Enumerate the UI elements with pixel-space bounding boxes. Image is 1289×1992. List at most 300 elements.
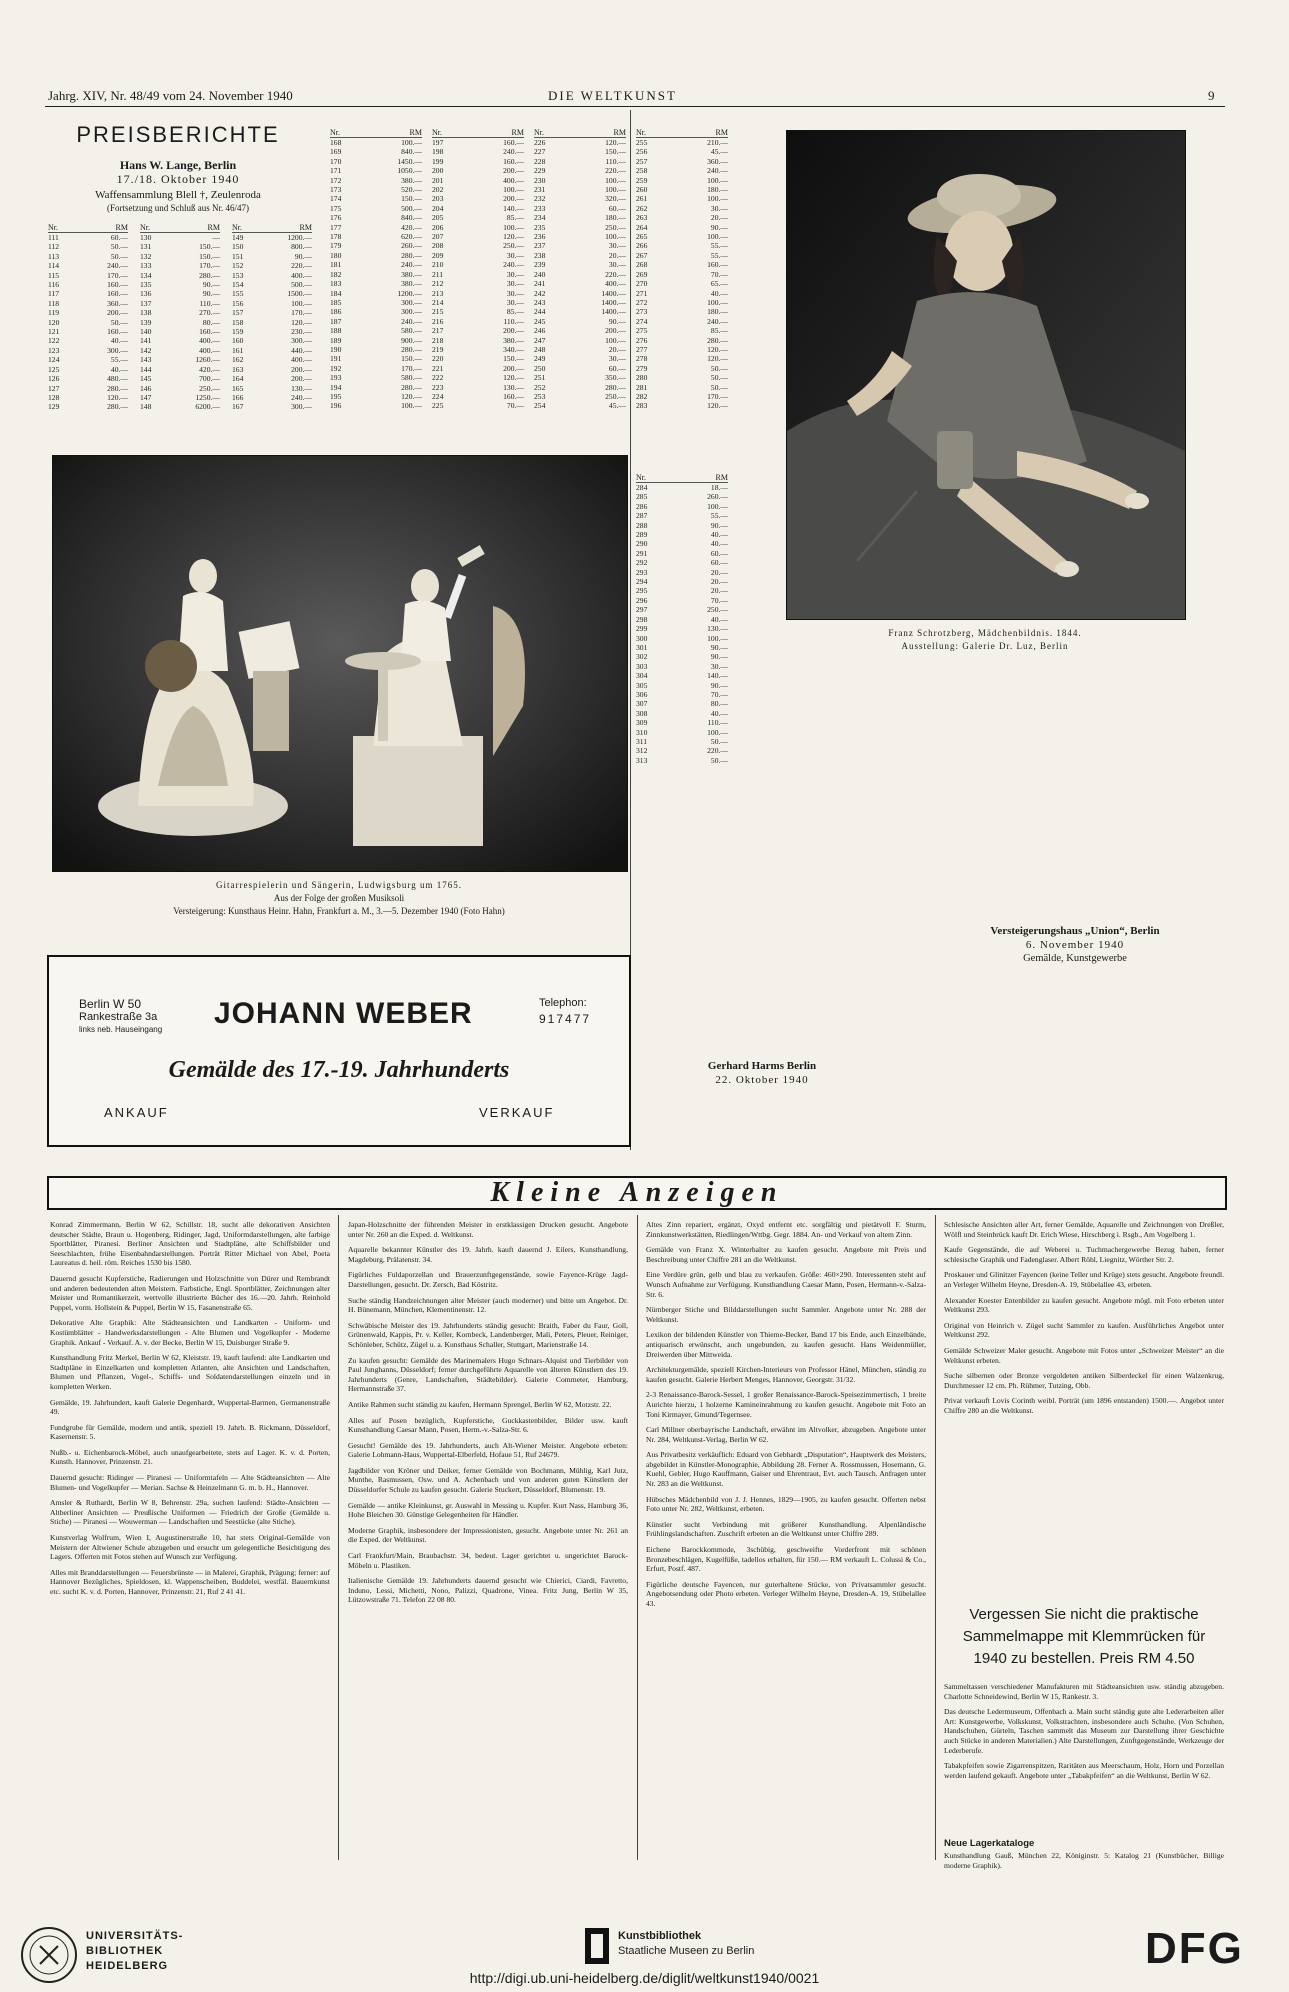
lot-number: 127 [48, 383, 60, 393]
kunstbibliothek-icon [585, 1928, 609, 1964]
table-row [636, 483, 728, 492]
header-rule [45, 106, 1225, 107]
lot-price: 170.— [707, 391, 728, 401]
lot-price: 20.— [710, 567, 728, 577]
lot-price: 85.— [710, 326, 728, 336]
lot-price: 65.— [710, 279, 728, 289]
lot-price: 220.— [707, 746, 728, 756]
lot-number: 303 [636, 661, 648, 671]
table-row [432, 241, 524, 250]
table-row [534, 157, 626, 166]
table-row [330, 176, 422, 185]
lot-price: 200.— [503, 326, 524, 336]
table-row [432, 298, 524, 307]
lot-number: 118 [48, 298, 60, 308]
lot-number: 136 [140, 289, 152, 299]
lot-price: 1050.— [397, 166, 422, 176]
lot-price: 30.— [710, 661, 728, 671]
lager-title: Neue Lagerkataloge [944, 1838, 1035, 1849]
lot-number: 184 [330, 288, 342, 298]
lot-number: 296 [636, 595, 648, 605]
lot-price: 840.— [401, 213, 422, 223]
lot-price: 100.— [291, 298, 312, 308]
table-row [48, 384, 128, 393]
library-name-2: BIBLIOTHEK [86, 1945, 164, 1957]
lot-price: 160.— [107, 280, 128, 290]
lot-price: 90.— [608, 316, 626, 326]
lot-number: 113 [48, 251, 60, 261]
table-row [140, 384, 220, 393]
nr-header: Nr. [636, 473, 646, 482]
table-row [432, 364, 524, 373]
lot-number: 268 [636, 260, 648, 270]
lot-number: 256 [636, 147, 648, 157]
lot-price: 85.— [506, 213, 524, 223]
table-row [432, 326, 524, 335]
lot-price: 55.— [110, 355, 128, 365]
table-row [48, 365, 128, 374]
nr-header: Nr. [140, 223, 150, 232]
table-row [48, 355, 128, 364]
price-table-f [534, 128, 626, 411]
lot-number: 245 [534, 316, 546, 326]
table-row [534, 373, 626, 382]
table-row [534, 166, 626, 175]
lot-price: 30.— [506, 250, 524, 260]
lot-number: 273 [636, 307, 648, 317]
lot-number: 126 [48, 374, 60, 384]
table-row [432, 185, 524, 194]
table-row [534, 147, 626, 156]
lot-number: 199 [432, 156, 444, 166]
lot-price: 100.— [707, 194, 728, 204]
lot-price: 30.— [710, 203, 728, 213]
classified-ad: Moderne Graphik, insbesondere der Impressionisten, gesucht. Angebote unter Nr. 261 an die Exped. der Weltkunst. [348, 1525, 628, 1545]
table-row [330, 401, 422, 410]
classified-ad: Dekorative Alte Graphik: Alte Städteansichten und Landkarten - Uniform- und Kostümblätter - Handwerksdarstellungen - Alte Blumen und Vogelkupfer - Moderne Graphik. Ankauf - Verkauf. A. v. der Becke, Berlin W 15, Duisburger Straße 9. [50, 1318, 330, 1347]
classified-ad: Kunsthandlung Fritz Merkel, Berlin W 62, Kleiststr. 19, kauft laufend: alte Landkarten und Stadtpläne in Einzelkarten und kompletten Atlanten, alte Ansichten und Landschaften, Blumen und Pflanzen, Vogel-, Schiffs- und Soldatendarstellungen einzeln und in kompletten Werken. [50, 1353, 330, 1391]
lot-price: 1250.— [195, 392, 220, 402]
lot-number: 148 [140, 402, 152, 412]
table-row [636, 307, 728, 316]
classified-ad: Suche ständig Handzeichnungen alter Meister (auch moderner) und bitte um Angebot. Dr. H. Bünemann, München, Klementinenstr. 12. [348, 1295, 628, 1315]
lot-number: 132 [140, 251, 152, 261]
table-header [232, 223, 312, 233]
lot-price: 380.— [401, 175, 422, 185]
table-row [636, 615, 728, 624]
table-row [636, 157, 728, 166]
table-row [330, 260, 422, 269]
sammelmappe-promo: Vergessen Sie nicht die praktische Sammelmappe mit Klemmrücken für 1940 zu bestellen. Preis RM 4.50 [962, 1606, 1206, 1667]
table-row [232, 233, 312, 242]
lot-number: 189 [330, 335, 342, 345]
table-row [330, 317, 422, 326]
lot-price: 150.— [199, 251, 220, 261]
lot-price: 100.— [503, 222, 524, 232]
lot-number: 114 [48, 261, 60, 271]
table-row [330, 166, 422, 175]
nr-header: Nr. [232, 223, 242, 232]
lot-number: 119 [48, 308, 60, 318]
table-row [330, 232, 422, 241]
lot-price: 210.— [707, 138, 728, 147]
table-row [636, 213, 728, 222]
lot-price: 100.— [707, 297, 728, 307]
lot-number: 283 [636, 401, 648, 411]
lot-number: 201 [432, 175, 444, 185]
table-row [636, 746, 728, 755]
lot-price: 60.— [710, 548, 728, 558]
lot-number: 128 [48, 392, 60, 402]
table-row [432, 138, 524, 147]
table-row [636, 270, 728, 279]
lot-price: 170.— [401, 363, 422, 373]
table-row [636, 383, 728, 392]
table-row [232, 384, 312, 393]
table-row [636, 596, 728, 605]
auction1-collection: Waffensammlung Blell †, Zeulenroda [95, 189, 261, 201]
lot-number: 263 [636, 213, 648, 223]
table-row [636, 549, 728, 558]
table-row [232, 327, 312, 336]
table-row [330, 279, 422, 288]
lot-number: 292 [636, 558, 648, 568]
classified-ad: Eine Verdüre grün, gelb und blau zu verkaufen. Größe: 460×290. Interessenten steht auf Wunsch Aufnahme zur Verfügung. Kunsthandlung Caesar Mann, Posen, Hermann-v.-Salza-Str. 6. [646, 1270, 926, 1299]
page-number: 9 [1208, 88, 1215, 103]
table-row [140, 393, 220, 402]
lot-number: 219 [432, 344, 444, 354]
porcelain-figures-illustration [53, 456, 627, 871]
lot-price: 120.— [401, 391, 422, 401]
lot-number: 239 [534, 260, 546, 270]
lot-number: 179 [330, 241, 342, 251]
lot-number: 208 [432, 241, 444, 251]
classified-column-1 [50, 1220, 330, 1603]
table-row [48, 280, 128, 289]
table-row [330, 147, 422, 156]
lot-price: 300.— [401, 307, 422, 317]
lot-number: 265 [636, 232, 648, 242]
lot-number: 112 [48, 242, 60, 252]
lot-number: 312 [636, 746, 648, 756]
lot-number: 262 [636, 203, 648, 213]
table-row [232, 280, 312, 289]
porcelain-caption-auction: Versteigerung: Kunsthaus Heinr. Hahn, Frankfurt a. M., 3.—5. Dezember 1940 (Foto Hahn) [173, 906, 505, 916]
auction1-date: 17./18. Oktober 1940 [116, 172, 240, 186]
lot-number: 177 [330, 222, 342, 232]
table-row [330, 392, 422, 401]
lot-price: 160.— [199, 327, 220, 337]
table-row [232, 318, 312, 327]
lot-price: 45.— [710, 147, 728, 157]
lot-price: 130.— [707, 624, 728, 634]
lot-number: 204 [432, 203, 444, 213]
classified-ad: Italienische Gemälde 19. Jahrhunderts dauernd gesucht wie Chierici, Ciardi, Favretto, Induno, Lessi, Michetti, Nono, Palizzi, Quadrone, Vinea. Fritz Jung, Berlin W 35, Lützowstraße 71. Telefon 22 08 80. [348, 1576, 628, 1605]
table-row [636, 624, 728, 633]
lot-price: 240.— [401, 260, 422, 270]
lot-number: 298 [636, 614, 648, 624]
table-row [330, 213, 422, 222]
lot-price: 1450.— [397, 156, 422, 166]
lot-price: 1260.— [195, 355, 220, 365]
table-row [140, 365, 220, 374]
table-row [330, 354, 422, 363]
classified-ad: Suche silbernen oder Bronze vergoldeten antiken Silberdeckel für einen Walzenkrug, Durchmesser 12 cm. Ph. Rühmer, Tutzing, Obb. [944, 1371, 1224, 1390]
lot-number: 121 [48, 327, 60, 337]
lot-price: 120.— [503, 232, 524, 242]
lot-number: 215 [432, 307, 444, 317]
lot-number: 156 [232, 298, 244, 308]
table-row [432, 383, 524, 392]
price-table-g [636, 128, 728, 411]
rm-header: RM [511, 128, 524, 137]
table-row [636, 530, 728, 539]
table-row [636, 756, 728, 765]
lot-price: 100.— [707, 175, 728, 185]
table-row [432, 260, 524, 269]
lot-number: 154 [232, 280, 244, 290]
johann-weber-ad [47, 955, 631, 1147]
lot-number: 146 [140, 383, 152, 393]
lot-number: 287 [636, 511, 648, 521]
table-row [636, 681, 728, 690]
lot-number: 253 [534, 391, 546, 401]
table-row [636, 147, 728, 156]
table-row [534, 289, 626, 298]
lot-number: 286 [636, 501, 648, 511]
lot-price: 80.— [202, 317, 220, 327]
lot-price: 110.— [199, 298, 220, 308]
lot-number: 153 [232, 270, 244, 280]
lot-price: 350.— [605, 373, 626, 383]
lot-number: 291 [636, 548, 648, 558]
lot-price: 400.— [291, 355, 312, 365]
lot-price: 50.— [710, 373, 728, 383]
lot-price: 30.— [506, 288, 524, 298]
lot-number: 225 [432, 401, 444, 411]
lot-number: 143 [140, 355, 152, 365]
rm-header: RM [613, 128, 626, 137]
ad-sell: VERKAUF [479, 1105, 555, 1120]
lot-price: 1400.— [601, 307, 626, 317]
lot-price: 180.— [707, 185, 728, 195]
lot-number: 209 [432, 250, 444, 260]
table-row [140, 308, 220, 317]
table-row [140, 252, 220, 261]
auction2-date: 22. Oktober 1940 [715, 1074, 809, 1086]
lot-price: 50.— [710, 363, 728, 373]
lot-price: 100.— [707, 232, 728, 242]
lot-price: 340.— [503, 344, 524, 354]
source-url[interactable]: http://digi.ub.uni-heidelberg.de/diglit/weltkunst1940/0021 [469, 1970, 820, 1986]
lot-price: 100.— [503, 185, 524, 195]
lot-price: 200.— [503, 194, 524, 204]
table-row [636, 577, 728, 586]
table-row [636, 643, 728, 652]
table-row [232, 355, 312, 364]
lot-price: 90.— [710, 222, 728, 232]
lot-number: 281 [636, 382, 648, 392]
lot-number: 313 [636, 755, 648, 765]
lot-number: 192 [330, 363, 342, 373]
library-name-1: UNIVERSITÄTS- [86, 1930, 184, 1942]
lot-number: 160 [232, 336, 244, 346]
lot-price: 100.— [605, 185, 626, 195]
table-row [534, 194, 626, 203]
lot-number: 270 [636, 279, 648, 289]
classified-ad: Gesucht! Gemälde des 19. Jahrhunderts, auch Alt-Wiener Meister. Angebote erbeten: Galerie Lohmann-Haus, Wuppertal-Elberfeld, Hofaue 51, Ruf 24679. [348, 1440, 628, 1460]
table-row [48, 327, 128, 336]
lot-price: 90.— [710, 652, 728, 662]
lot-number: 186 [330, 307, 342, 317]
lot-number: 122 [48, 336, 60, 346]
lot-price: 360.— [107, 298, 128, 308]
lot-number: 308 [636, 708, 648, 718]
classified-ad: Architekturgemälde, speziell Kirchen-Interieurs von Professor Hänel, München, ständig zu kaufen gesucht. Galerie Herbert Menges, Hannover, Georgstr. 31/32. [646, 1365, 926, 1384]
lot-number: 260 [636, 185, 648, 195]
lot-number: 299 [636, 624, 648, 634]
lot-price: 120.— [707, 401, 728, 411]
lot-price: 480.— [107, 374, 128, 384]
table-row [232, 252, 312, 261]
table-row [636, 176, 728, 185]
table-header [534, 128, 626, 138]
lot-price: 580.— [401, 326, 422, 336]
table-row [140, 336, 220, 345]
table-row [636, 279, 728, 288]
table-row [534, 336, 626, 345]
table-row [140, 280, 220, 289]
table-row [636, 354, 728, 363]
column-divider [935, 1215, 936, 1860]
classified-ad: Fundgrube für Gemälde, modern und antik, speziell 19. Jahrh. B. Rickmann, Düsseldorf, Kasernenstr. 5. [50, 1422, 330, 1442]
lot-number: 138 [140, 308, 152, 318]
classified-ad: Hübsches Mädchenbild von J. J. Hennes, 1829—1905, zu kaufen gesucht. Offerten nebst Foto unter Nr. 282, Weltkunst, erbeten. [646, 1494, 926, 1514]
lot-number: 133 [140, 261, 152, 271]
table-row [636, 558, 728, 567]
lot-number: 275 [636, 326, 648, 336]
lot-number: 135 [140, 280, 152, 290]
lot-price: 100.— [707, 501, 728, 511]
lot-number: 284 [636, 483, 648, 492]
kunstbibliothek-sub: Staatliche Museen zu Berlin [618, 1945, 755, 1957]
lot-number: 163 [232, 364, 244, 374]
table-row [140, 233, 220, 242]
lot-number: 240 [534, 269, 546, 279]
lot-price: 90.— [202, 289, 220, 299]
table-row [432, 279, 524, 288]
lot-price: 280.— [199, 270, 220, 280]
lot-price: 90.— [710, 680, 728, 690]
lot-price: 200.— [291, 364, 312, 374]
lot-number: 279 [636, 363, 648, 373]
lot-number: 120 [48, 317, 60, 327]
lot-number: 195 [330, 391, 342, 401]
table-row [140, 374, 220, 383]
auction3-house: Versteigerungshaus „Union“, Berlin [990, 925, 1160, 937]
rm-header: RM [409, 128, 422, 137]
classified-ad: Antike Rahmen sucht ständig zu kaufen, Hermann Sprengel, Berlin W 62, Motzstr. 22. [348, 1399, 612, 1409]
lot-number: 294 [636, 577, 648, 587]
table-row [534, 345, 626, 354]
lot-price: 60.— [710, 558, 728, 568]
lot-number: 140 [140, 327, 152, 337]
lot-number: 178 [330, 232, 342, 242]
nr-header: Nr. [330, 128, 340, 137]
lot-number: 202 [432, 185, 444, 195]
lot-number: 232 [534, 194, 546, 204]
classified-ad: Altes Zinn repariert, ergänzt, Oxyd entfernt etc. sorgfältig und pietätvoll F. Sturm, Zinnkunstwerkstätten, Riedlingen/Wttbg. Gegr. 1884. An- und Verkauf von altem Zinn. [646, 1220, 926, 1239]
lot-price: 150.— [199, 242, 220, 252]
table-row [636, 586, 728, 595]
lot-price: 40.— [710, 288, 728, 298]
lot-number: 167 [232, 402, 244, 412]
lot-price: 520.— [401, 185, 422, 195]
table-row [330, 298, 422, 307]
classified-ad: Aquarelle bekannter Künstler des 19. Jahrh. kauft dauernd J. Eilers, Kunsthandlung, Magdeburg, Prälatenstr. 34. [348, 1245, 628, 1264]
table-row [534, 223, 626, 232]
classified-ad: Original von Heinrich v. Zügel sucht Sammler zu kaufen. Ausführliches Angebot unter Weltkunst 292. [944, 1320, 1224, 1340]
lot-number: 251 [534, 373, 546, 383]
library-name-3: HEIDELBERG [86, 1960, 169, 1972]
dfg-logo: DFG [1145, 1924, 1244, 1973]
lot-number: 231 [534, 185, 546, 195]
table-row [232, 289, 312, 298]
lot-price: 200.— [605, 326, 626, 336]
table-row [636, 662, 728, 671]
table-row [636, 699, 728, 708]
lot-price: 280.— [707, 335, 728, 345]
lot-price: 20.— [710, 586, 728, 596]
lot-price: 280.— [605, 382, 626, 392]
table-row [534, 326, 626, 335]
lot-number: 293 [636, 567, 648, 577]
table-row [330, 336, 422, 345]
table-row [330, 138, 422, 147]
table-row [636, 709, 728, 718]
auction3-category: Gemälde, Kunstgewerbe [1023, 953, 1127, 964]
lot-price: 40.— [710, 539, 728, 549]
lot-price: 180.— [707, 307, 728, 317]
table-row [636, 671, 728, 680]
lot-number: 237 [534, 241, 546, 251]
table-row [636, 289, 728, 298]
lot-number: 285 [636, 492, 648, 502]
lot-number: 216 [432, 316, 444, 326]
lot-number: 290 [636, 539, 648, 549]
lot-number: 137 [140, 298, 152, 308]
auction1-note: (Fortsetzung und Schluß aus Nr. 46/47) [107, 203, 249, 213]
lot-number: 302 [636, 652, 648, 662]
table-row [48, 233, 128, 242]
lot-price: 220.— [605, 269, 626, 279]
table-row [636, 185, 728, 194]
lot-price: 1400.— [601, 297, 626, 307]
lot-number: 218 [432, 335, 444, 345]
lot-price: 30.— [506, 297, 524, 307]
lot-price: 100.— [707, 727, 728, 737]
lot-price: 840.— [401, 147, 422, 157]
table-row [534, 260, 626, 269]
table-row [330, 194, 422, 203]
lot-price: 280.— [401, 250, 422, 260]
lot-number: 190 [330, 344, 342, 354]
lot-number: 243 [534, 297, 546, 307]
lot-number: 267 [636, 250, 648, 260]
lot-number: 150 [232, 242, 244, 252]
lot-price: 230.— [291, 327, 312, 337]
lot-number: 258 [636, 166, 648, 176]
